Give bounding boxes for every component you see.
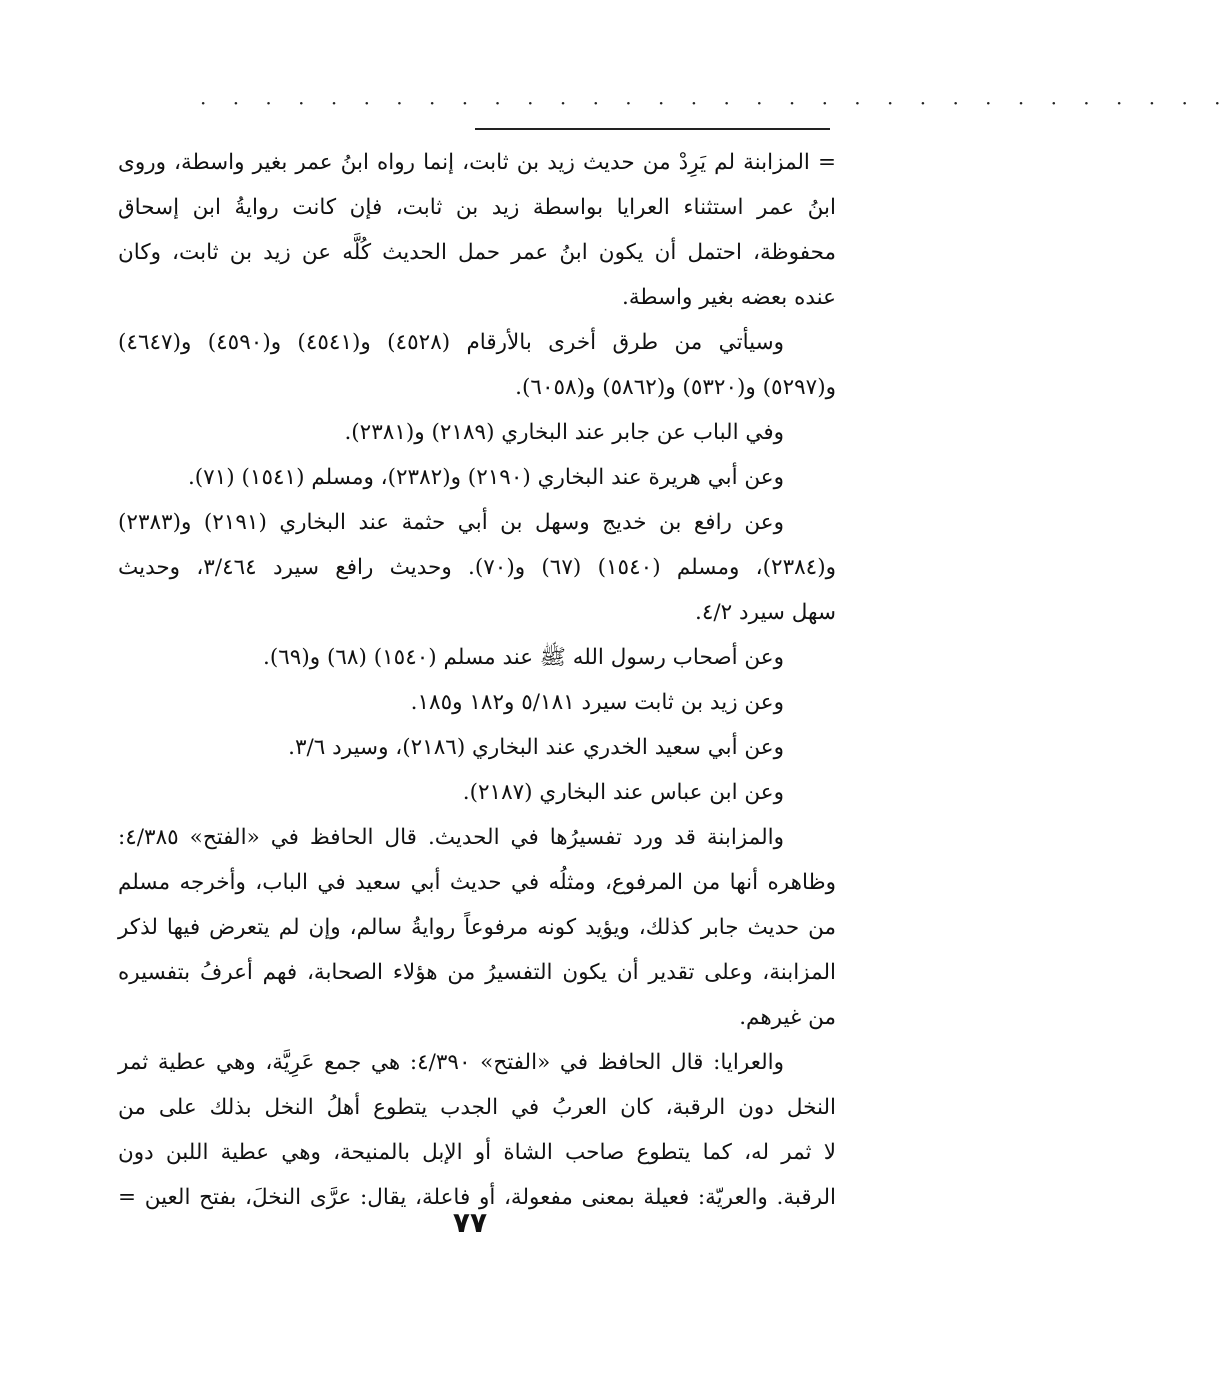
text-line: وعن زيد بن ثابت سيرد ٥/١٨١ و١٨٢ و١٨٥. [410,690,784,715]
text-line: وعن أبي سعيد الخدري عند البخاري (٢١٨٦)، وسيرد ٣/٦. [288,735,784,760]
text-line: من حديث جابر كذلك، ويؤيد كونه مرفوعاً روايةُ سالم، وإن لم يتعرض فيها لذكر [118,915,836,940]
page-number: ٧٧ [452,1206,488,1239]
text-line: وعن رافع بن خديج وسهل بن أبي حثمة عند البخاري (٢١٩١) و(٢٣٨٣) [118,510,784,535]
text-line: ابنُ عمر استثناء العرايا بواسطة زيد بن ثابت، فإن كانت روايةُ ابن إسحاق [118,195,836,220]
text-line: النخل دون الرقبة، كان العربُ في الجدب يتطوع أهلُ النخل بذلك على من [118,1095,836,1120]
text-line: من غيرهم. [739,1005,836,1030]
text-line: = المزابنة لم يَرِدْ من حديث زيد بن ثابت، إنما رواه ابنُ عمر بغير واسطة، وروى [118,150,836,175]
footnote-rule [475,128,830,130]
text-line: وعن ابن عباس عند البخاري (٢١٨٧). [462,780,784,805]
text-line: و(٢٣٨٤)، ومسلم (١٥٤٠) (٦٧) و(٧٠). وحديث رافع سيرد ٣/٤٦٤، وحديث [118,555,836,580]
text-line: و(٥٢٩٧) و(٥٣٢٠) و(٥٨٦٢) و(٦٠٥٨). [515,375,836,400]
text-line: الرقبة. والعريّة: فعيلة بمعنى مفعولة، أو فاعلة، يقال: عرَّى النخلَ، بفتح العين = [118,1185,836,1210]
text-line: عنده بعضه بغير واسطة. [622,285,836,310]
text-line: والعرايا: قال الحافظ في «الفتح» ٤/٣٩٠: هي جمع عَرِيَّة، وهي عطية ثمر [118,1050,784,1075]
separator-dots: · · · · · · · · · · · · · · · · · · · · · · · · · · · · · · · · [200,91,1231,115]
text-line: وفي الباب عن جابر عند البخاري (٢١٨٩) و(٢٣٨١). [344,420,784,445]
text-line: لا ثمر له، كما يتطوع صاحب الشاة أو الإبل بالمنيحة، وهي عطية اللبن دون [118,1140,836,1165]
text-line: وعن أصحاب رسول الله ﷺ عند مسلم (١٥٤٠) (٦٨) و(٦٩). [263,645,784,670]
text-line: وظاهره أنها من المرفوع، ومثلُه في حديث أبي سعيد في الباب، وأخرجه مسلم [118,870,836,895]
footnote-body [118,140,836,1220]
text-line: والمزابنة قد ورد تفسيرُها في الحديث. قال الحافظ في «الفتح» ٤/٣٨٥: [118,825,784,850]
text-line: سهل سيرد ٤/٢. [694,600,836,625]
text-line: محفوظة، احتمل أن يكون ابنُ عمر حمل الحديث كُلَّه عن زيد بن ثابت، وكان [118,240,836,265]
text-line: المزابنة، وعلى تقدير أن يكون التفسيرُ من هؤلاء الصحابة، فهم أعرفُ بتفسيره [118,960,836,985]
text-line: وعن أبي هريرة عند البخاري (٢١٩٠) و(٢٣٨٢)، ومسلم (١٥٤١) (٧١). [187,465,784,490]
text-line: وسيأتي من طرق أخرى بالأرقام (٤٥٢٨) و(٤٥٤١) و(٤٥٩٠) و(٤٦٤٧) [118,330,785,355]
